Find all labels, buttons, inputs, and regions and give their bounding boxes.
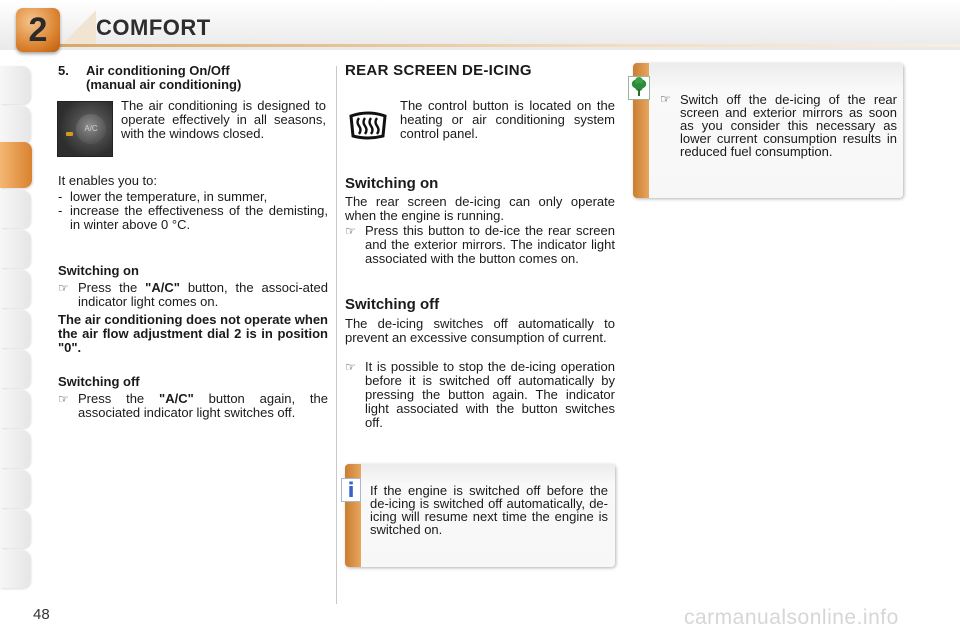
rear-screen-deicing-title: REAR SCREEN DE-ICING <box>345 62 532 79</box>
section-title: Air conditioning On/Off <box>86 63 230 78</box>
switching-on-instruction <box>58 281 328 309</box>
info-icon: i <box>341 478 361 502</box>
mc-switching-off-heading: Switching off <box>345 296 440 313</box>
chapter-tab-9[interactable] <box>0 430 30 468</box>
ac-indicator-light <box>66 132 73 136</box>
switching-off-heading: Switching off <box>58 374 140 389</box>
ac-key-label: "A/C" <box>159 391 194 406</box>
info-note-text: If the engine is switched off before the de-icing is switched off automatically, de-icing will resume next time the engine is switched on. <box>370 483 608 537</box>
list-item <box>345 224 615 266</box>
ac-intro-text: The air conditioning is designed to operate effectively in all seasons, with the windows closed. <box>121 98 326 141</box>
mc-switching-on-instruction <box>345 224 615 266</box>
pointing-hand-icon: ☞ <box>58 392 69 406</box>
chapter-tab-2-active[interactable] <box>0 142 32 188</box>
chapter-tab-7[interactable] <box>0 350 30 388</box>
mc-switching-off-text: The de-icing switches off automatically to prevent an excessive consumption of current. <box>345 316 615 345</box>
pointing-hand-icon: ☞ <box>345 360 356 374</box>
enables-text: It enables you to: <box>58 173 158 188</box>
eco-note-text: Switch off the de-icing of the rear screen and exterior mirrors as soon as you consider this necessary as lower current consumption results in reduced fuel consumption. <box>680 92 897 159</box>
air-flow-warning: The air conditioning does not operate when the air flow adjustment dial 2 is in position "0". <box>58 312 328 355</box>
instruction-text: Press the <box>78 280 146 295</box>
chapter-tab-1[interactable] <box>0 66 30 104</box>
list-item <box>345 360 615 430</box>
header-rule <box>60 44 960 47</box>
list-item <box>58 204 328 232</box>
section-heading <box>58 64 328 92</box>
section-number: 5. <box>58 63 69 78</box>
control-location-text: The control button is located on the heating or air conditioning system control panel. <box>400 98 615 141</box>
eco-note-content <box>660 93 897 158</box>
chapter-tab-6[interactable] <box>0 310 30 348</box>
pointing-hand-icon: ☞ <box>660 92 671 106</box>
dash-marker: - <box>58 203 63 218</box>
ac-button-photo <box>57 101 113 157</box>
list-item <box>58 281 328 309</box>
instruction-text: button again, the associated indicator light switches off. <box>78 391 328 420</box>
list-item-text: increase the effectiveness of the demisting, in winter above 0 °C. <box>70 203 328 232</box>
pointing-hand-icon: ☞ <box>345 224 356 238</box>
header-tab-decoration <box>60 10 96 46</box>
column-divider <box>336 66 337 604</box>
mc-switching-off-instruction <box>345 360 615 430</box>
switching-off-instruction <box>58 392 328 420</box>
chapter-tab-12[interactable] <box>0 550 30 588</box>
chapter-tab-11[interactable] <box>0 510 30 548</box>
mc-switching-on-text: The rear screen de-icing can only operate when the engine is running. <box>345 194 615 223</box>
chapter-tab-3[interactable] <box>0 190 30 228</box>
switching-on-heading: Switching on <box>58 263 139 278</box>
enables-list <box>58 190 328 232</box>
ac-key-label: "A/C" <box>145 280 180 295</box>
instruction-text: button, the associ-ated indicator light comes on. <box>78 280 328 309</box>
instruction-text: Press this button to de-ice the rear screen and the exterior mirrors. The indicator light associated with the button comes on. <box>365 223 615 266</box>
chapter-tab-1b[interactable] <box>0 106 30 144</box>
chapter-number-badge: 2 <box>16 8 60 52</box>
list-item <box>58 392 328 420</box>
instruction-text: It is possible to stop the de-icing operation before it is switched off automatically by pressing the button again. The indicator light associated with the button switches off. <box>365 359 615 430</box>
chapter-tab-5[interactable] <box>0 270 30 308</box>
list-item <box>58 190 328 204</box>
ac-button-knob: A/C <box>76 114 106 144</box>
list-item-text: lower the temperature, in summer, <box>70 189 268 204</box>
chapter-tab-8[interactable] <box>0 390 30 428</box>
chapter-tab-4[interactable] <box>0 230 30 268</box>
chapter-title: COMFORT <box>96 15 211 40</box>
watermark: carmanualsonline.info <box>684 606 899 629</box>
pointing-hand-icon: ☞ <box>58 281 69 295</box>
instruction-text: Press the <box>78 391 160 406</box>
rear-defrost-icon <box>348 108 388 142</box>
dash-marker: - <box>58 189 63 204</box>
chapter-tab-10[interactable] <box>0 470 30 508</box>
page-number: 48 <box>33 606 50 623</box>
leaf-icon <box>628 76 650 100</box>
mc-switching-on-heading: Switching on <box>345 175 439 192</box>
list-item <box>660 93 897 158</box>
section-subtitle: (manual air conditioning) <box>86 77 242 92</box>
